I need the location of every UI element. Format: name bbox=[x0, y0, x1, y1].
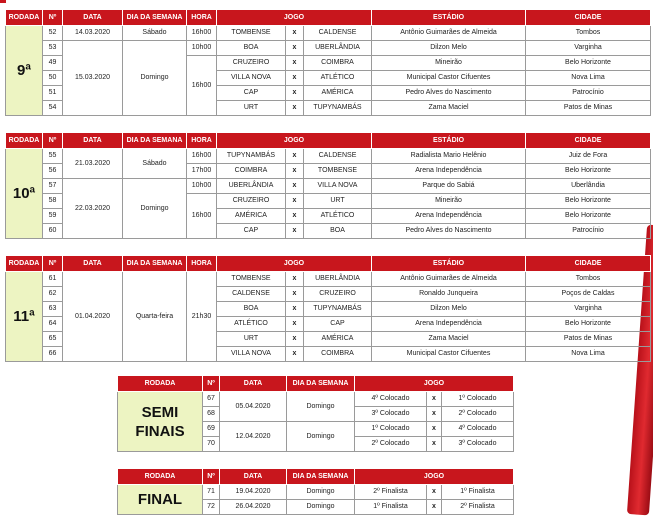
city: Juiz de Fora bbox=[526, 149, 651, 164]
versus-mark: x bbox=[286, 149, 304, 164]
away-team: UBERLÂNDIA bbox=[304, 41, 372, 56]
game-number: 63 bbox=[43, 302, 63, 317]
home-team: CALDENSE bbox=[217, 287, 286, 302]
city: Belo Horizonte bbox=[526, 317, 651, 332]
versus-mark: x bbox=[286, 101, 304, 116]
stadium: Parque do Sabiá bbox=[372, 179, 526, 194]
away-team: CALDENSE bbox=[304, 26, 372, 41]
stadium: Radialista Mario Helênio bbox=[372, 149, 526, 164]
game-number: 61 bbox=[43, 272, 63, 287]
away-team: TUPYNAMBÁS bbox=[304, 101, 372, 116]
game-day: Quarta-feira bbox=[123, 272, 187, 362]
versus-mark: x bbox=[286, 347, 304, 362]
game-date: 12.04.2020 bbox=[220, 422, 287, 452]
stadium: Dilzon Melo bbox=[372, 302, 526, 317]
home-team: TOMBENSE bbox=[217, 272, 286, 287]
round-label: 11ª bbox=[6, 272, 43, 362]
final-table bbox=[117, 468, 514, 515]
versus-mark: x bbox=[427, 407, 442, 422]
round-9-table bbox=[5, 9, 651, 116]
home-team: COIMBRA bbox=[217, 164, 286, 179]
header-hora: HORA bbox=[187, 133, 217, 149]
game-date: 14.03.2020 bbox=[63, 26, 123, 41]
game-number: 60 bbox=[43, 224, 63, 239]
game-day: Domingo bbox=[287, 485, 355, 500]
round-10-table bbox=[5, 132, 651, 239]
header-data: DATA bbox=[63, 256, 123, 272]
versus-mark: x bbox=[427, 422, 442, 437]
game-number: 49 bbox=[43, 56, 63, 71]
table-row bbox=[6, 272, 651, 287]
header-cidade: CIDADE bbox=[526, 256, 651, 272]
header-rodada: RODADA bbox=[118, 469, 203, 485]
away-team: COIMBRA bbox=[304, 56, 372, 71]
stadium: Arena Independência bbox=[372, 164, 526, 179]
game-number: 55 bbox=[43, 149, 63, 164]
header-row bbox=[6, 256, 651, 272]
home-team: UBERLÂNDIA bbox=[217, 179, 286, 194]
versus-mark: x bbox=[286, 179, 304, 194]
away-team: AMÉRICA bbox=[304, 332, 372, 347]
header-row bbox=[118, 376, 514, 392]
game-date: 21.03.2020 bbox=[63, 149, 123, 179]
header-hora: HORA bbox=[187, 10, 217, 26]
game-day: Domingo bbox=[287, 392, 355, 422]
away-team: UBERLÂNDIA bbox=[304, 272, 372, 287]
game-day: Sábado bbox=[123, 26, 187, 41]
game-time: 10h00 bbox=[187, 41, 217, 56]
game-number: 54 bbox=[43, 101, 63, 116]
city: Patrocínio bbox=[526, 224, 651, 239]
home-team: VILLA NOVA bbox=[217, 347, 286, 362]
home-team: ATLÉTICO bbox=[217, 317, 286, 332]
game-date: 01.04.2020 bbox=[63, 272, 123, 362]
away-team: CRUZEIRO bbox=[304, 287, 372, 302]
game-number: 56 bbox=[43, 164, 63, 179]
versus-mark: x bbox=[427, 392, 442, 407]
game-number: 71 bbox=[203, 485, 220, 500]
home-team: CRUZEIRO bbox=[217, 194, 286, 209]
game-day: Sábado bbox=[123, 149, 187, 179]
city: Belo Horizonte bbox=[526, 194, 651, 209]
header-data: DATA bbox=[220, 469, 287, 485]
stadium: Municipal Castor Cifuentes bbox=[372, 347, 526, 362]
header-dia: DIA DA SEMANA bbox=[287, 376, 355, 392]
game-number: 59 bbox=[43, 209, 63, 224]
home-team: TUPYNAMBÁS bbox=[217, 149, 286, 164]
game-time: 17h00 bbox=[187, 164, 217, 179]
game-number: 64 bbox=[43, 317, 63, 332]
away-team: VILLA NOVA bbox=[304, 179, 372, 194]
home-team: URT bbox=[217, 101, 286, 116]
versus-mark: x bbox=[286, 224, 304, 239]
away-team: TUPYNAMBÁS bbox=[304, 302, 372, 317]
city: Patos de Minas bbox=[526, 332, 651, 347]
header-num: Nº bbox=[43, 256, 63, 272]
game-number: 53 bbox=[43, 41, 63, 56]
away-team: 4º Colocado bbox=[442, 422, 514, 437]
game-date: 22.03.2020 bbox=[63, 179, 123, 239]
game-number: 65 bbox=[43, 332, 63, 347]
header-estadio: ESTÁDIO bbox=[372, 256, 526, 272]
city: Nova Lima bbox=[526, 71, 651, 86]
game-day: Domingo bbox=[287, 422, 355, 452]
game-number: 70 bbox=[203, 437, 220, 452]
away-team: CALDENSE bbox=[304, 149, 372, 164]
city: Belo Horizonte bbox=[526, 56, 651, 71]
versus-mark: x bbox=[286, 194, 304, 209]
stadium: Municipal Castor Cifuentes bbox=[372, 71, 526, 86]
stadium: Mineirão bbox=[372, 56, 526, 71]
stadium: Dilzon Melo bbox=[372, 41, 526, 56]
header-jogo: JOGO bbox=[355, 469, 514, 485]
away-team: AMÉRICA bbox=[304, 86, 372, 101]
city: Varginha bbox=[526, 302, 651, 317]
city: Nova Lima bbox=[526, 347, 651, 362]
game-date: 19.04.2020 bbox=[220, 485, 287, 500]
home-team: 1º Finalista bbox=[355, 500, 427, 515]
table-row bbox=[6, 26, 651, 41]
versus-mark: x bbox=[286, 272, 304, 287]
header-rodada: RODADA bbox=[6, 10, 43, 26]
away-team: URT bbox=[304, 194, 372, 209]
versus-mark: x bbox=[286, 332, 304, 347]
city: Poços de Caldas bbox=[526, 287, 651, 302]
game-date: 05.04.2020 bbox=[220, 392, 287, 422]
away-team: COIMBRA bbox=[304, 347, 372, 362]
city: Belo Horizonte bbox=[526, 164, 651, 179]
home-team: CRUZEIRO bbox=[217, 56, 286, 71]
home-team: 2º Colocado bbox=[355, 437, 427, 452]
versus-mark: x bbox=[286, 209, 304, 224]
table-row bbox=[6, 41, 651, 56]
game-number: 50 bbox=[43, 71, 63, 86]
away-team: CAP bbox=[304, 317, 372, 332]
header-dia: DIA DA SEMANA bbox=[123, 256, 187, 272]
header-cidade: CIDADE bbox=[526, 133, 651, 149]
game-time: 21h30 bbox=[187, 272, 217, 362]
table-row bbox=[6, 179, 651, 194]
header-estadio: ESTÁDIO bbox=[372, 10, 526, 26]
home-team: URT bbox=[217, 332, 286, 347]
game-date: 26.04.2020 bbox=[220, 500, 287, 515]
away-team: ATLÉTICO bbox=[304, 209, 372, 224]
home-team: AMÉRICA bbox=[217, 209, 286, 224]
header-jogo: JOGO bbox=[217, 256, 372, 272]
round-11-table bbox=[5, 255, 651, 362]
header-num: Nº bbox=[203, 469, 220, 485]
versus-mark: x bbox=[427, 500, 442, 515]
versus-mark: x bbox=[286, 317, 304, 332]
round-label: FINAL bbox=[118, 485, 203, 515]
home-team: CAP bbox=[217, 86, 286, 101]
home-team: CAP bbox=[217, 224, 286, 239]
city: Tombos bbox=[526, 26, 651, 41]
city: Patrocínio bbox=[526, 86, 651, 101]
header-row bbox=[118, 469, 514, 485]
game-number: 58 bbox=[43, 194, 63, 209]
header-row bbox=[6, 10, 651, 26]
header-cidade: CIDADE bbox=[526, 10, 651, 26]
game-number: 51 bbox=[43, 86, 63, 101]
away-team: ATLÉTICO bbox=[304, 71, 372, 86]
away-team: 3º Colocado bbox=[442, 437, 514, 452]
header-data: DATA bbox=[63, 10, 123, 26]
table-row bbox=[6, 149, 651, 164]
stadium: Antônio Guimarães de Almeida bbox=[372, 272, 526, 287]
versus-mark: x bbox=[286, 86, 304, 101]
home-team: VILLA NOVA bbox=[217, 71, 286, 86]
stadium: Zama Maciel bbox=[372, 332, 526, 347]
game-day: Domingo bbox=[123, 179, 187, 239]
versus-mark: x bbox=[286, 41, 304, 56]
versus-mark: x bbox=[427, 485, 442, 500]
game-time: 16h00 bbox=[187, 149, 217, 164]
header-estadio: ESTÁDIO bbox=[372, 133, 526, 149]
game-number: 62 bbox=[43, 287, 63, 302]
game-time: 16h00 bbox=[187, 194, 217, 239]
game-number: 68 bbox=[203, 407, 220, 422]
stadium: Ronaldo Junqueira bbox=[372, 287, 526, 302]
away-team: BOA bbox=[304, 224, 372, 239]
stadium: Mineirão bbox=[372, 194, 526, 209]
round-label: 10ª bbox=[6, 149, 43, 239]
city: Belo Horizonte bbox=[526, 209, 651, 224]
away-team: TOMBENSE bbox=[304, 164, 372, 179]
header-rodada: RODADA bbox=[118, 376, 203, 392]
game-number: 66 bbox=[43, 347, 63, 362]
game-number: 67 bbox=[203, 392, 220, 407]
header-rodada: RODADA bbox=[6, 256, 43, 272]
header-num: Nº bbox=[43, 10, 63, 26]
game-day: Domingo bbox=[287, 500, 355, 515]
header-dia: DIA DA SEMANA bbox=[123, 133, 187, 149]
away-team: 2º Colocado bbox=[442, 407, 514, 422]
header-data: DATA bbox=[63, 133, 123, 149]
home-team: BOA bbox=[217, 41, 286, 56]
game-number: 57 bbox=[43, 179, 63, 194]
game-number: 52 bbox=[43, 26, 63, 41]
home-team: 4º Colocado bbox=[355, 392, 427, 407]
game-date: 15.03.2020 bbox=[63, 41, 123, 116]
city: Varginha bbox=[526, 41, 651, 56]
stadium: Arena Independência bbox=[372, 209, 526, 224]
home-team: 1º Colocado bbox=[355, 422, 427, 437]
header-data: DATA bbox=[220, 376, 287, 392]
corner-mark bbox=[0, 0, 6, 3]
game-time: 10h00 bbox=[187, 179, 217, 194]
game-number: 72 bbox=[203, 500, 220, 515]
versus-mark: x bbox=[286, 26, 304, 41]
stadium: Antônio Guimarães de Almeida bbox=[372, 26, 526, 41]
header-num: Nº bbox=[203, 376, 220, 392]
home-team: TOMBENSE bbox=[217, 26, 286, 41]
header-jogo: JOGO bbox=[217, 10, 372, 26]
city: Tombos bbox=[526, 272, 651, 287]
home-team: 2º Finalista bbox=[355, 485, 427, 500]
round-label: 9ª bbox=[6, 26, 43, 116]
table-row bbox=[118, 392, 514, 407]
city: Patos de Minas bbox=[526, 101, 651, 116]
header-row bbox=[6, 133, 651, 149]
header-dia: DIA DA SEMANA bbox=[287, 469, 355, 485]
header-rodada: RODADA bbox=[6, 133, 43, 149]
header-num: Nº bbox=[43, 133, 63, 149]
versus-mark: x bbox=[286, 56, 304, 71]
table-row bbox=[118, 485, 514, 500]
versus-mark: x bbox=[286, 287, 304, 302]
stadium: Pedro Alves do Nascimento bbox=[372, 224, 526, 239]
away-team: 1º Colocado bbox=[442, 392, 514, 407]
home-team: 3º Colocado bbox=[355, 407, 427, 422]
round-label: SEMI FINAIS bbox=[118, 392, 203, 452]
game-day: Domingo bbox=[123, 41, 187, 116]
away-team: 1º Finalista bbox=[442, 485, 514, 500]
stadium: Arena Independência bbox=[372, 317, 526, 332]
versus-mark: x bbox=[427, 437, 442, 452]
header-jogo: JOGO bbox=[217, 133, 372, 149]
home-team: BOA bbox=[217, 302, 286, 317]
versus-mark: x bbox=[286, 164, 304, 179]
stadium: Pedro Alves do Nascimento bbox=[372, 86, 526, 101]
stadium: Zama Maciel bbox=[372, 101, 526, 116]
semi-finals-table bbox=[117, 375, 514, 452]
versus-mark: x bbox=[286, 302, 304, 317]
game-time: 16h00 bbox=[187, 56, 217, 116]
header-hora: HORA bbox=[187, 256, 217, 272]
header-dia: DIA DA SEMANA bbox=[123, 10, 187, 26]
away-team: 2º Finalista bbox=[442, 500, 514, 515]
versus-mark: x bbox=[286, 71, 304, 86]
header-jogo: JOGO bbox=[355, 376, 514, 392]
city: Uberlândia bbox=[526, 179, 651, 194]
game-time: 16h00 bbox=[187, 26, 217, 41]
game-number: 69 bbox=[203, 422, 220, 437]
